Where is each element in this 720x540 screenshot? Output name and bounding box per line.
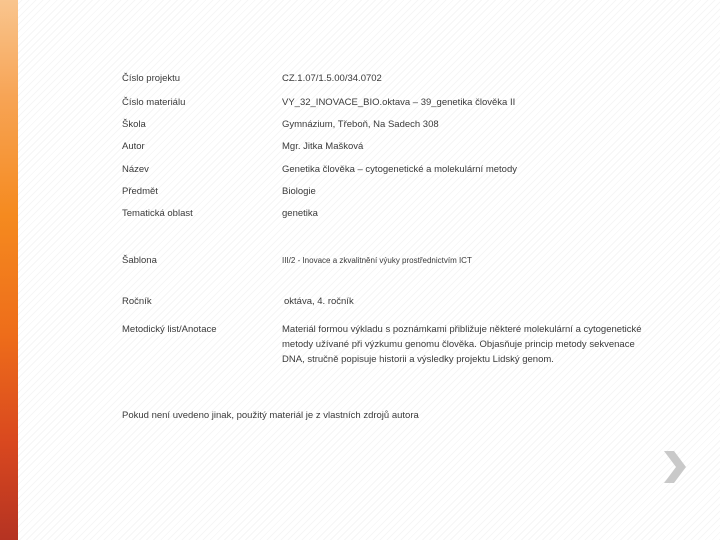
value-subject: Biologie xyxy=(282,186,316,197)
value-author: Mgr. Jitka Mašková xyxy=(282,141,364,152)
label-project-number: Číslo projektu xyxy=(122,73,181,84)
value-school: Gymnázium, Třeboň, Na Sadech 308 xyxy=(282,119,439,130)
orange-side-bar xyxy=(0,0,18,540)
value-project-number: CZ.1.07/1.5.00/34.0702 xyxy=(282,73,382,84)
value-material-number: VY_32_INOVACE_BIO.oktava – 39_genetika člověka II xyxy=(282,97,516,108)
label-subject: Předmět xyxy=(122,186,158,197)
value-template: III/2 - Inovace a zkvalitnění výuky prostřednictvím ICT xyxy=(282,256,472,265)
label-thematic-area: Tematická oblast xyxy=(122,208,193,219)
value-grade: oktáva, 4. ročník xyxy=(284,296,354,307)
metadata-table xyxy=(122,0,702,540)
label-title: Název xyxy=(122,164,149,175)
label-school: Škola xyxy=(122,119,146,130)
label-grade: Ročník xyxy=(122,296,152,307)
label-annotation: Metodický list/Anotace xyxy=(122,324,217,335)
footer-note: Pokud není uvedeno jinak, použitý materiál je z vlastních zdrojů autora xyxy=(122,410,419,421)
value-title: Genetika člověka – cytogenetické a molekulární metody xyxy=(282,164,517,175)
value-annotation: Materiál formou výkladu s poznámkami přibližuje některé molekulární a cytogenetické metody užívané při výzkumu genomu člověka. Objasňuje princip metody sekvenace DNA, stručně popisuje historii a výsledky projektu Lidský genom. xyxy=(282,324,642,365)
label-material-number: Číslo materiálu xyxy=(122,97,186,108)
chevron-right-icon[interactable] xyxy=(662,449,688,485)
value-thematic-area: genetika xyxy=(282,208,318,219)
label-template: Šablona xyxy=(122,255,157,266)
label-author: Autor xyxy=(122,141,145,152)
